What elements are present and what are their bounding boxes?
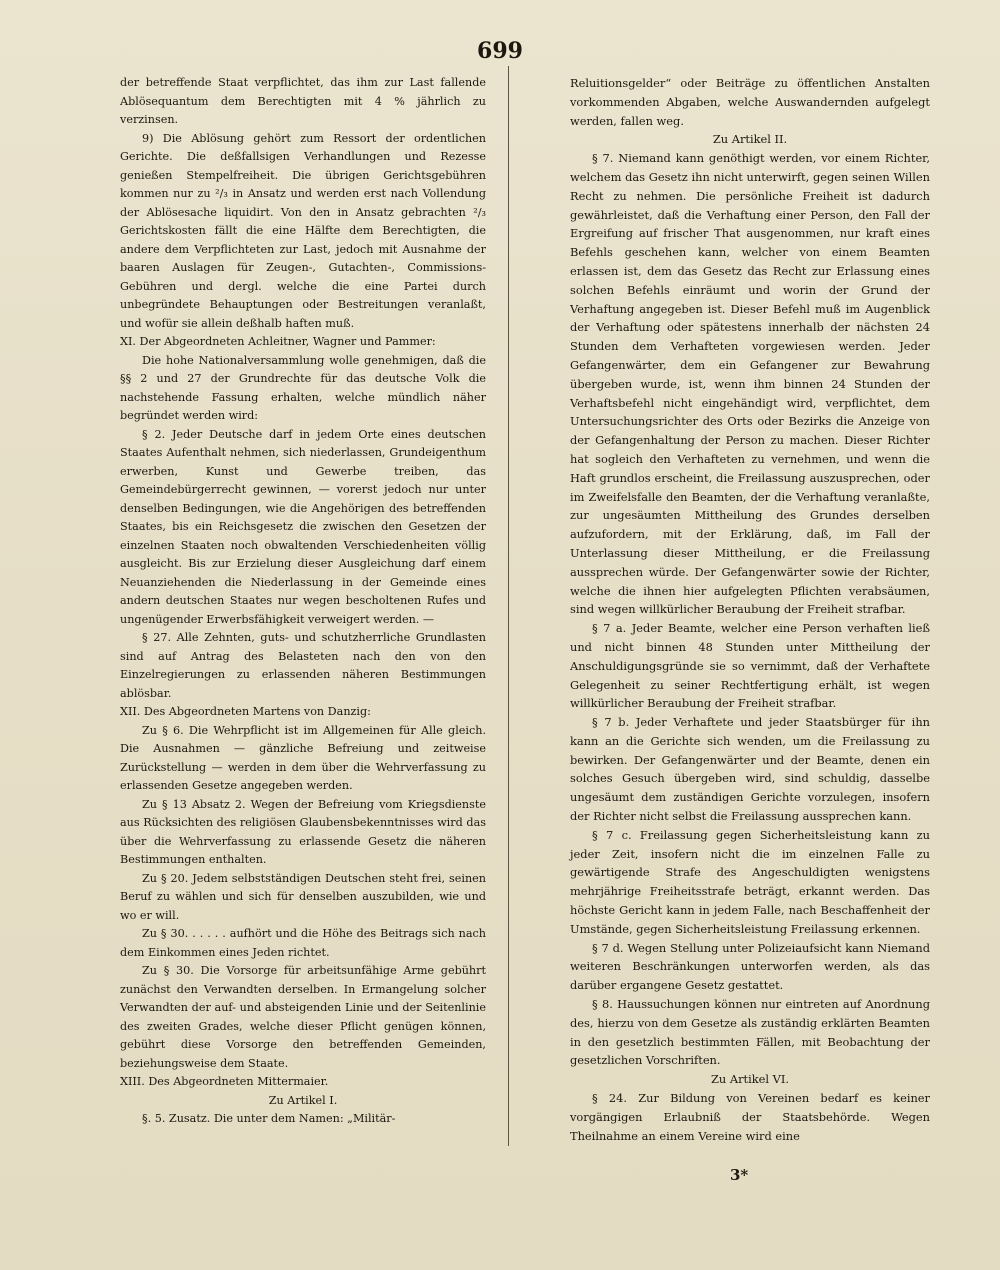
paragraph: XII. Des Abgeordneten Martens von Danzig: [120,705,371,718]
paragraph: XI. Der Abgeordneten Achleitner, Wagner und Pammer: [120,335,436,348]
paragraph: der betreffende Staat verpflichtet, das ihm zur Last fallende Ablösequantum dem Berechtigten mit 4 % jährlich zu verzinsen. [120,76,486,126]
right-column [570,74,930,1145]
paragraph: Zu § 13 Absatz 2. Wegen der Befreiung vom Kriegsdienste aus Rücksichten des religiösen Glaubensbekenntnisses wird das über die Wehrverfassung zu erlassende Gesetz die näheren Bestimmungen enthalten. [120,797,486,866]
signature-mark: 3* [730,1166,749,1184]
paragraph: Zu § 30. Die Vorsorge für arbeitsunfähige Arme gebührt zunächst den Verwandten derselben. In Ermangelung solcher Verwandten der auf- und absteigenden Linie und der Seitenlinie des zweiten Grades, welche dieser Pflicht genügen können, gebührt diese Vorsorge den betreffenden Gemeinden, beziehungsweise dem Staate. [120,964,486,1070]
paragraph: 9) Die Ablösung gehört zum Ressort der ordentlichen Gerichte. Die deßfallsigen Verhandlungen und Rezesse genießen Stempelfreiheit. Die übrigen Gerichtsgebühren kommen nur zu ²/₃ in Ansatz und werden erst nach Vollendung der Ablösesache liquidirt. Von den in Ansatz gebrachten ²/₃ Gerichtskosten fällt die eine Hälfte dem Berechtigten, die andere dem Verpflichteten zur Last, jedoch mit Ausnahme der baaren Auslagen für Zeugen-, Gutachten-, Commissions-Gebühren und dergl. welche die eine Partei durch unbegründete Behauptungen oder Bestreitungen veranlaßt, und wofür sie allein deßhalb haften muß. [120,131,486,330]
section-heading: Zu Artikel I. [268,1093,338,1107]
paragraph: § 8. Haussuchungen können nur eintreten auf Anordnung des, hierzu von dem Gesetze als zuständig erklärten Beamten in den gesetzlich bestimmten Fällen, mit Beobachtung der gesetzlichen Vorschriften. [570,997,930,1068]
section-heading: Zu Artikel VI. [710,1072,790,1087]
paragraph: § 7 d. Wegen Stellung unter Polizeiaufsicht kann Niemand weiteren Beschränkungen unterworfen werden, als das darüber ergangene Gesetz gestattet. [570,940,930,993]
paragraph: § 7 c. Freilassung gegen Sicherheitsleistung kann zu jeder Zeit, insofern nicht die im einzelnen Falle zu gewärtigende Strafe des Angeschuldigten wenigstens mehrjährige Freiheitsstrafe beträgt, erkannt werden. Das höchste Gericht kann in jedem Falle, nach Beschaffenheit der Umstände, gegen Sicherheitsleistung Freilassung erkennen. [570,827,930,936]
paragraph: Reluitionsgelder“ oder Beiträge zu öffentlichen Anstalten vorkommenden Abgaben, welche Auswandernden aufgelegt werden, fallen weg. [570,76,930,128]
paragraph: § 7 b. Jeder Verhaftete und jeder Staatsbürger für ihn kann an die Gerichte sich wenden, um die Freilassung zu bewirken. Der Gefangenwärter und der Beamte, denen ein solches Gesuch übergeben wird, sind schuldig, dasselbe ungesäumt dem zuständigen Gerichte vorzulegen, insofern der Richter nicht selbst die Freilassung aussprechen kann. [570,715,930,824]
paragraph: Zu § 30. . . . . . aufhört und die Höhe des Beitrags sich nach dem Einkommen eines Jeden richtet. [120,927,486,959]
paragraph: XIII. Des Abgeordneten Mittermaier. [120,1075,329,1088]
paragraph: Zu § 20. Jedem selbstständigen Deutschen steht frei, seinen Beruf zu wählen und sich für denselben auszubilden, wie und wo er will. [120,871,486,922]
paragraph: §. 5. Zusatz. Die unter dem Namen: „Militär- [142,1112,396,1125]
page-number: 699 [477,38,523,64]
paragraph: Zu § 6. Die Wehrpflicht ist im Allgemeinen für Alle gleich. Die Ausnahmen — gänzliche Befreiung und zeitweise Zurückstellung — werden in dem über die Wehrverfassung zu erlassenden Gesetze angegeben werden. [120,723,486,792]
paragraph: § 7. Niemand kann genöthigt werden, vor einem Richter, welchem das Gesetz ihn nicht unterwirft, gegen seinen Willen Recht zu nehmen. Die persönliche Freiheit ist dadurch gewährleistet, daß die Verhaftung einer Person, den Fall der Ergreifung auf frischer That ausgenommen, nur kraft eines Befehls geschehen kann, welcher von einem Beamten erlassen ist, dem das Gesetz das Recht zur Erlassung eines solchen Befehls einräumt und worin der Grund der Verhaftung angegeben ist. Dieser Befehl muß im Augenblick der Verhaftung oder spätestens innerhalb der nächsten 24 Stunden dem Verhafteten vorgewiesen werden. Jeder Gefangenwärter, dem ein Gefangener zur Bewahrung übergeben wurde, ist, wenn ihm binnen 24 Stunden der Verhaftsbefehl nicht eingehändigt wird, verpflichtet, dem Untersuchungsrichter des Orts oder Bezirks die Anzeige von der Gefangenhaltung der Person zu machen. Dieser Richter hat sogleich den Verhafteten zu vernehmen, und wenn die Haft grundlos erscheint, die Freilassung auszusprechen, oder im Zweifelsfalle den Beamten, der die Verhaftung veranlaßte, zur ungesäumten Mittheilung des Grundes derselben aufzufordern, mit der Erklärung, daß, im Fall der Unterlassung dieser Mittheilung, er die Freilassung aussprechen würde. Der Gefangenwärter sowie der Richter, welche die ihnen hier aufgelegten Pflichten verabsäumen, sind wegen willkürlicher Beraubung der Freiheit strafbar. [570,151,930,617]
paragraph: § 7 a. Jeder Beamte, welcher eine Person verhaften ließ und nicht binnen 48 Stunden unter Mittheilung der Anschuldigungsgründe sie so vernimmt, daß der Verhaftete Gelegenheit zu seiner Rechtfertigung erhält, ist wegen willkürlicher Beraubung der Freiheit strafbar. [570,621,930,711]
paragraph: Die hohe Nationalversammlung wolle genehmigen, daß die §§ 2 und 27 der Grundrechte für das deutsche Volk die nachstehende Fassung erhalten, welche mündlich näher begründet werden wird: [120,353,486,422]
paragraph: § 2. Jeder Deutsche darf in jedem Orte eines deutschen Staates Aufenthalt nehmen, sich niederlassen, Grundeigenthum erwerben, Kunst und Gewerbe treiben, das Gemeindebürgerrecht gewinnen, — vorerst jedoch nur unter denselben Bedingungen, wie die Angehörigen des betreffenden Staates, bis ein Reichsgesetz die zwischen den Gesetzen der einzelnen Staaten noch obwaltenden Verschiedenheiten völlig ausgleicht. Bis zur Erzielung dieser Ausgleichung darf einem Neuanziehenden die Niederlassung in der Gemeinde eines andern deutschen Staates nur wegen bescholtenen Rufes und ungenügender Erwerbsfähigkeit verweigert werden. — [120,427,486,626]
paragraph: § 24. Zur Bildung von Vereinen bedarf es keiner vorgängigen Erlaubniß der Staatsbehörde. Wegen Theilnahme an einem Vereine wird eine [570,1091,930,1143]
column-divider [508,66,509,1146]
paragraph: § 27. Alle Zehnten, guts- und schutzherrliche Grundlasten sind auf Antrag des Belasteten nach den von den Einzelregierungen zu erlassenden näheren Bestimmungen ablösbar. [120,631,486,700]
left-column [120,74,486,1129]
section-heading: Zu Artikel II. [712,132,788,147]
